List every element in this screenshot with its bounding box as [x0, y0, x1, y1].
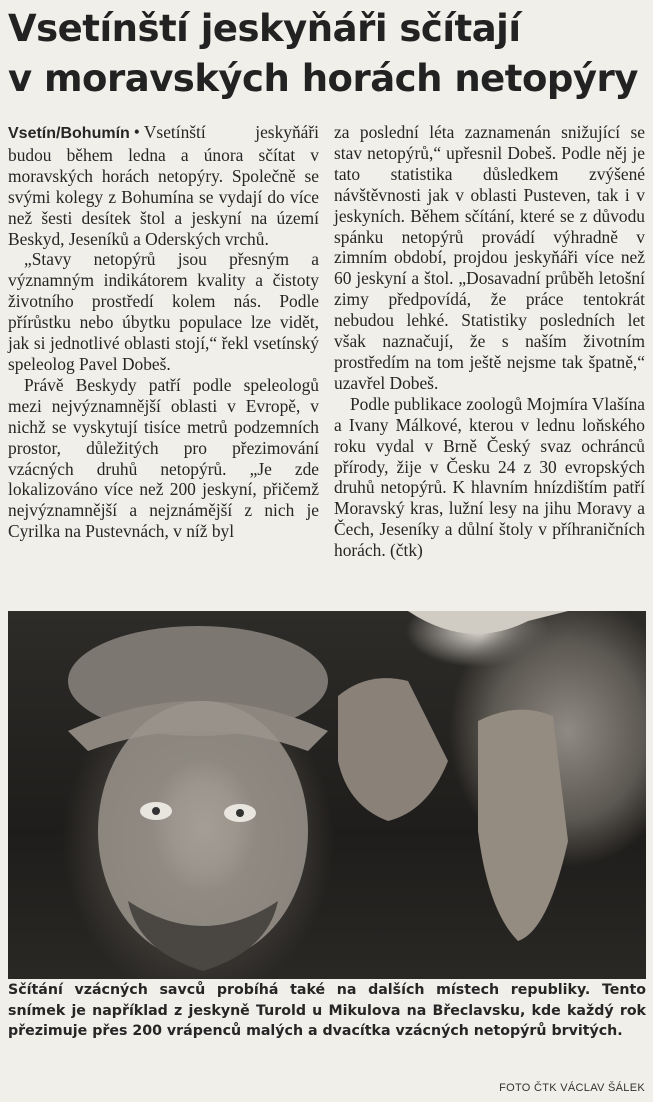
photo-illustration — [8, 611, 646, 979]
paragraph-publication: Podle publikace zoologů Mojmíra Vlašína a Ivany Málkové, kterou v lednu loňského roku vydal v Brně Český svaz ochránců přírody, žije v Česku 24 z 30 evropských druhů netopýrů. K hlavním hnízdištím patří Moravský kras, lužní lesy na jihu Moravy a Čech, Jeseníky a důlní štoly v příhraničních horách. (čtk) — [334, 393, 645, 561]
photo-cave-rock — [408, 611, 568, 634]
lead-paragraph — [8, 122, 319, 249]
paragraph-quote-dobes: „Stavy netopýrů jsou přesným a významným indikátorem kvality a čistoty životního prostředí kolem nás. Podle přírůstku nebo úbytku populace lze vidět, jak si jednotlivé oblasti stojí,“ řekl vsetínský speleolog Pavel Dobeš. — [8, 249, 319, 374]
paragraph-beskydy: Právě Beskydy patří podle speleologů mezi nejvýznamnější oblasti v Evropě, v nichž se vyskytují tisíce metrů podzemních prostor, důležitých pro přezimování vzácných druhů netopýrů. „Je zde lokalizováno více než 200 jeskyní, přičemž nejvýznamnější a nejznámější z nich je Cyrilka na Pustevnách, v níž byl — [8, 374, 319, 542]
dateline: Vsetín/Bohumín — [8, 125, 130, 142]
photo-bat-right — [478, 710, 568, 941]
lead-paragraph-text: Vsetínští jeskyňáři budou během ledna a února sčítat v moravských horách netopýry. Společně se svými kolegy z Bohumína se vydají do více než šesti desítek štol a jeskyní na území Beskyd, Jeseníků a Oderských vrchů. — [8, 122, 319, 249]
photo-credit: FOTO ČTK VÁCLAV ŠÁLEK — [499, 1082, 645, 1094]
headline-line-2: v moravských horách netopýry — [8, 57, 638, 100]
article-column-1 — [8, 122, 319, 542]
photo-right-pupil — [236, 809, 244, 817]
bullet-separator: • — [133, 122, 140, 142]
article-headline — [8, 4, 648, 104]
photo-face — [98, 701, 308, 961]
headline-line-1: Vsetínští jeskyňáři sčítají — [8, 7, 521, 50]
photo-bat-left — [338, 678, 448, 821]
photo-caption: Sčítání vzácných savců probíhá také na dalších místech republiky. Tento snímek je například z jeskyně Turold u Mikulova na Břeclavsku, kde každý rok přezimuje přes 200 vrápenců malých a dvacítka vzácných netopýrů brvitých. — [8, 982, 646, 1039]
paragraph-continuation: za poslední léta zaznamenán snižující se stav netopýrů,“ upřesnil Dobeš. Podle něj je tato statistika důsledkem zvýšené návštěvnosti jak v oblasti Pusteven, tak i v jeskyních. Během sčítání, které se z důvodu spánku netopýrů provádí výhradně v zimním období, projdou jeskyňáři více než 60 jeskyní a štol. „Dosavadní průběh letošní zimy předpovídá, že práce tentokrát nebudou lehké. Statistiky posledních let však naznačují, že s naším životním prostředím na tom ještě nejsme tak špatně,“ uzavřel Dobeš. — [334, 122, 645, 393]
article-photo — [8, 611, 646, 979]
photo-left-pupil — [152, 807, 160, 815]
article-column-2 — [334, 122, 645, 561]
